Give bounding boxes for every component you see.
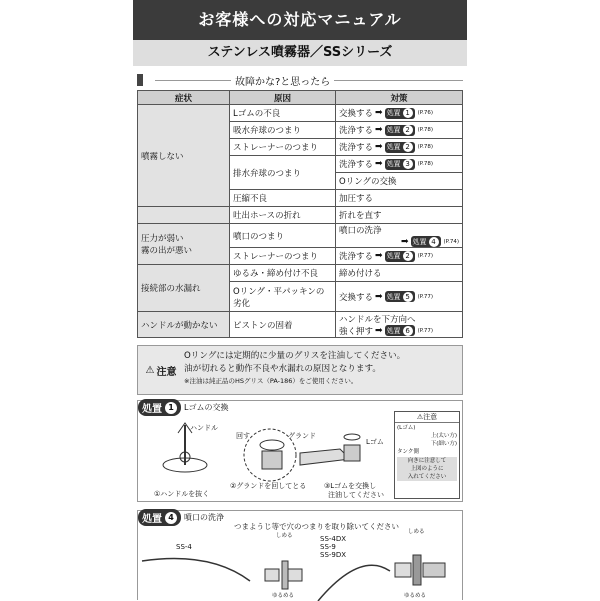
header-symptom: 症状: [138, 91, 230, 105]
cause-cell: Lゴムの不良: [230, 105, 336, 122]
model-ss9: SS-9: [320, 543, 336, 551]
table-row: [138, 105, 463, 122]
caution-box: [137, 345, 463, 395]
remedy-cell: [336, 224, 463, 248]
loosen-label: ゆるめる: [272, 593, 295, 599]
step-1-label: ①ハンドルを抜く: [154, 490, 210, 498]
procedure-title: Lゴムの交換: [184, 403, 229, 412]
note-lgom: (Lゴム): [397, 425, 416, 431]
procedure-4-figure: [137, 510, 463, 600]
heading-marker: [137, 74, 143, 86]
remedy-text: 洗浄する: [339, 143, 374, 153]
troubleshooting-table: [137, 90, 463, 338]
symptom-text: 圧力が弱い: [141, 234, 184, 244]
page-ref: (P.77): [417, 253, 434, 259]
warning-icon: ⚠: [145, 364, 155, 376]
handle-label: ハンドル: [190, 424, 218, 432]
caution-line: 油が切れると動作不良や水漏れの原因となります。: [184, 364, 381, 374]
remedy-cell: [336, 156, 463, 173]
procedure-badge: 処置 4: [411, 236, 441, 247]
cause-cell: 排水弁球のつまり: [230, 156, 336, 190]
header-cause: 原因: [230, 91, 336, 105]
remedy-cell: [336, 282, 463, 312]
page-ref: (P.74): [443, 238, 459, 245]
page-ref: (P.77): [417, 293, 434, 300]
arrow-icon: ➡: [375, 159, 383, 169]
remedy-cell: [336, 122, 463, 139]
heading-rule-right: [334, 80, 463, 81]
table-header-row: [138, 91, 463, 105]
step-2-label: ②グランドを回してとる: [230, 482, 307, 490]
heading-rule-left: [155, 80, 231, 81]
arrow-icon: ➡: [375, 142, 383, 152]
caution-note: ※注油は純正品のHSグリス（PA-186）をご使用ください。: [184, 377, 358, 385]
cause-cell: ストレーナーのつまり: [230, 248, 336, 265]
cause-cell: 吸水弁球のつまり: [230, 122, 336, 139]
procedure-badge: 処置 5: [385, 291, 415, 302]
model-ss4dx: SS-4DX: [320, 535, 347, 543]
turn-label: 回す: [236, 432, 250, 440]
remedy-cell: [336, 139, 463, 156]
cause-cell: ストレーナーのつまり: [230, 139, 336, 156]
remedy-cell: Oリングの交換: [336, 173, 463, 190]
tighten-label: しめる: [276, 533, 293, 539]
caution-line: Oリングには定期的に少量のグリスを注油してください。: [184, 351, 406, 361]
table-row: [138, 265, 463, 282]
page-subtitle: ステンレス噴霧器／SSシリーズ: [133, 40, 467, 66]
remedy-text: 交換する: [339, 292, 374, 303]
page-ref: (P.78): [417, 144, 434, 150]
gland-label: グランド: [288, 432, 316, 440]
remedy-cell: [336, 105, 463, 122]
header-remedy: 対策: [336, 91, 463, 105]
remedy-text: 交換する: [339, 109, 374, 119]
step-3-label: ③Lゴムを交換し: [324, 482, 377, 490]
section-heading-text: 故障かな?と思ったら: [235, 76, 331, 88]
arrow-icon: ➡: [375, 291, 383, 302]
procedure-badge: 処置 6: [385, 325, 415, 336]
caution-text: [184, 346, 462, 394]
remedy-text: 洗浄する: [339, 160, 374, 170]
page-ref: (P.77): [417, 327, 434, 334]
procedure-badge: 処置 2: [385, 125, 415, 136]
procedure-badge: 処置 2: [385, 251, 415, 262]
model-ss9dx: SS-9DX: [320, 551, 347, 559]
cause-cell: 吐出ホースの折れ: [230, 207, 336, 224]
remedy-text: 噴口の洗浄: [339, 226, 382, 236]
arrow-icon: ➡: [375, 108, 383, 118]
symptom-cell: ハンドルが動かない: [138, 312, 230, 338]
model-ss4: SS-4: [176, 543, 192, 551]
loosen-label: ゆるめる: [404, 593, 427, 599]
table-row: [138, 312, 463, 338]
cause-cell: 圧縮不良: [230, 190, 336, 207]
procedure-1-figure: [137, 400, 463, 502]
symptom-cell: [138, 105, 230, 207]
manual-page: [133, 0, 467, 600]
symptom-text: 霧の出が悪い: [141, 246, 193, 256]
remedy-cell: [336, 248, 463, 265]
procedure-badge: 処置 2: [385, 142, 415, 153]
procedure-badge: 処置 1: [138, 399, 181, 416]
tighten-label: しめる: [408, 529, 425, 535]
remedy-text: ハンドルを下方向へ: [339, 314, 416, 325]
cause-cell: 噴口のつまり: [230, 224, 336, 248]
arrow-icon: ➡: [400, 236, 409, 247]
page-ref: (P.78): [417, 127, 434, 133]
cause-cell: Oリング・平パッキンの劣化: [230, 282, 336, 312]
remedy-cell: 加圧する: [336, 190, 463, 207]
cause-cell: ピストンの固着: [230, 312, 336, 338]
page-ref: (P.76): [417, 110, 434, 116]
nozzle-instruction: つまようじ等で穴のつまりを取り除いてください: [234, 522, 399, 531]
remedy-text: 洗浄する: [339, 126, 374, 136]
remedy-text: 強く押す: [339, 326, 374, 337]
remedy-cell: 折れを直す: [336, 207, 463, 224]
procedure-badge: 処置 3: [385, 159, 415, 170]
remedy-cell: 締め付ける: [336, 265, 463, 282]
step-3-label-2: 注油してください: [328, 491, 384, 499]
symptom-cell: 接続部の水漏れ: [138, 265, 230, 312]
procedure-title: 噴口の洗浄: [184, 513, 224, 522]
l-rubber-label: Lゴム: [366, 438, 384, 446]
page-title: お客様への対応マニュアル: [133, 0, 467, 40]
note-up: 上(太い方): [430, 433, 457, 439]
note-text: 向きに注意して 上図のように 入れてください: [397, 457, 457, 481]
symptom-cell-continued: [138, 207, 230, 224]
table-row: [138, 224, 463, 248]
section-heading: [137, 72, 467, 88]
arrow-icon: ➡: [375, 325, 383, 336]
note-down: 下(細い方): [430, 441, 457, 447]
symptom-cell: [138, 224, 230, 265]
remedy-text: 洗浄する: [339, 252, 374, 262]
orientation-note-box: [394, 411, 460, 499]
table-row: [138, 207, 463, 224]
note-header: ⚠注意: [395, 412, 459, 423]
procedure-badge: 処置 1: [385, 108, 415, 119]
remedy-cell: [336, 312, 463, 338]
arrow-icon: ➡: [375, 251, 383, 261]
arrow-icon: ➡: [375, 125, 383, 135]
procedure-badge: 処置 4: [138, 509, 181, 526]
cause-cell: ゆるみ・締め付け不良: [230, 265, 336, 282]
symptom-text: 噴霧しない: [141, 151, 184, 162]
page-ref: (P.78): [417, 161, 434, 167]
caution-label: ⚠ 注意: [145, 364, 177, 378]
warning-icon: ⚠: [416, 413, 424, 421]
note-tank: タンク側: [397, 449, 419, 455]
